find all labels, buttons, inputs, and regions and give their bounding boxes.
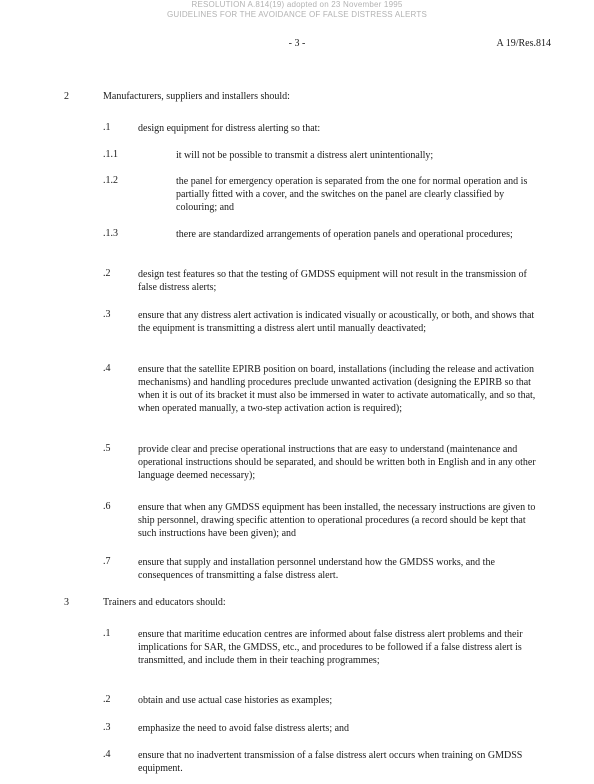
item-3-3-text: emphasize the need to avoid false distress alerts; and <box>138 723 350 734</box>
sub-item-1-3-number: .1.3 <box>103 228 118 239</box>
item-3-2-text: obtain and use actual case histories as examples; <box>138 695 333 706</box>
item-2-3-text: ensure that any distress alert activation is indicated visually or acoustically, or both, and shows that the equipment is transmitting a distress alert until manually deactivated; <box>138 310 535 334</box>
section-2-intro: Manufacturers, suppliers and installers should: <box>103 91 290 102</box>
item-2-1-text: design equipment for distress alerting so that: <box>138 123 321 134</box>
item-2-2-text: design test features so that the testing of GMDSS equipment will not result in the transmission of false distress alerts; <box>138 269 527 293</box>
item-2-2-number: .2 <box>103 268 111 279</box>
item-3-4-number: .4 <box>103 749 111 760</box>
sub-item-1-1-text: it will not be possible to transmit a distress alert unintentionally; <box>176 150 434 161</box>
item-2-5-text: provide clear and precise operational instructions that are easy to understand (maintenance and operational instructions should be separated, and should be written both in English and in any other language deemed necessary); <box>138 444 536 481</box>
sub-item-1-3-text: there are standardized arrangements of operation panels and operational procedures; <box>176 229 513 240</box>
item-3-1-text: ensure that maritime education centres are informed about false distress alert problems and their implications for SAR, the GMDSS, etc., and procedures to be followed if a false distress alert is transmitted, and include them in their teaching programmes; <box>138 629 523 666</box>
item-3-2-number: .2 <box>103 694 111 705</box>
page-number: - 3 - <box>288 38 306 49</box>
watermark-header <box>0 0 594 20</box>
item-2-6-text: ensure that when any GMDSS equipment has been installed, the necessary instructions are given to ship personnel, drawing specific attention to operational procedures (a record should be kept that such instructions have been given); and <box>138 502 536 539</box>
watermark-line-2: GUIDELINES FOR THE AVOIDANCE OF FALSE DISTRESS ALERTS <box>167 10 427 19</box>
item-3-1-number: .1 <box>103 628 111 639</box>
item-2-5-number: .5 <box>103 443 111 454</box>
sub-item-1-2-text: the panel for emergency operation is separated from the one for normal operation and is partially fitted with a cover, and the switches on the panel are clearly classified by colouring; and <box>176 176 528 213</box>
item-2-4-text: ensure that the satellite EPIRB position on board, installations (including the release and activation mechanisms) and handling procedures preclude unwanted activation (designing the EPIRB so that when it is out of its bracket it must also be immersed in water to activate automatically, and so that, when operated manually, a two-step activation action is required); <box>138 364 536 414</box>
section-3-number: 3 <box>64 597 69 608</box>
item-2-1-number: .1 <box>103 122 111 133</box>
section-2-number: 2 <box>64 91 69 102</box>
item-2-7-number: .7 <box>103 556 111 567</box>
item-2-6-number: .6 <box>103 501 111 512</box>
item-3-4-text: ensure that no inadvertent transmission of a false distress alert occurs when training on GMDSS equipment. <box>138 750 523 774</box>
item-2-3-number: .3 <box>103 309 111 320</box>
watermark-line-1: RESOLUTION A.814(19) adopted on 23 November 1995 <box>191 0 403 9</box>
item-2-4-number: .4 <box>103 363 111 374</box>
document-reference: A 19/Res.814 <box>496 38 551 49</box>
item-2-7-text: ensure that supply and installation personnel understand how the GMDSS works, and the consequences of transmitting a false distress alert. <box>138 557 495 581</box>
section-3-intro: Trainers and educators should: <box>103 597 226 608</box>
sub-item-1-1-number: .1.1 <box>103 149 118 160</box>
item-3-3-number: .3 <box>103 722 111 733</box>
sub-item-1-2-number: .1.2 <box>103 175 118 186</box>
